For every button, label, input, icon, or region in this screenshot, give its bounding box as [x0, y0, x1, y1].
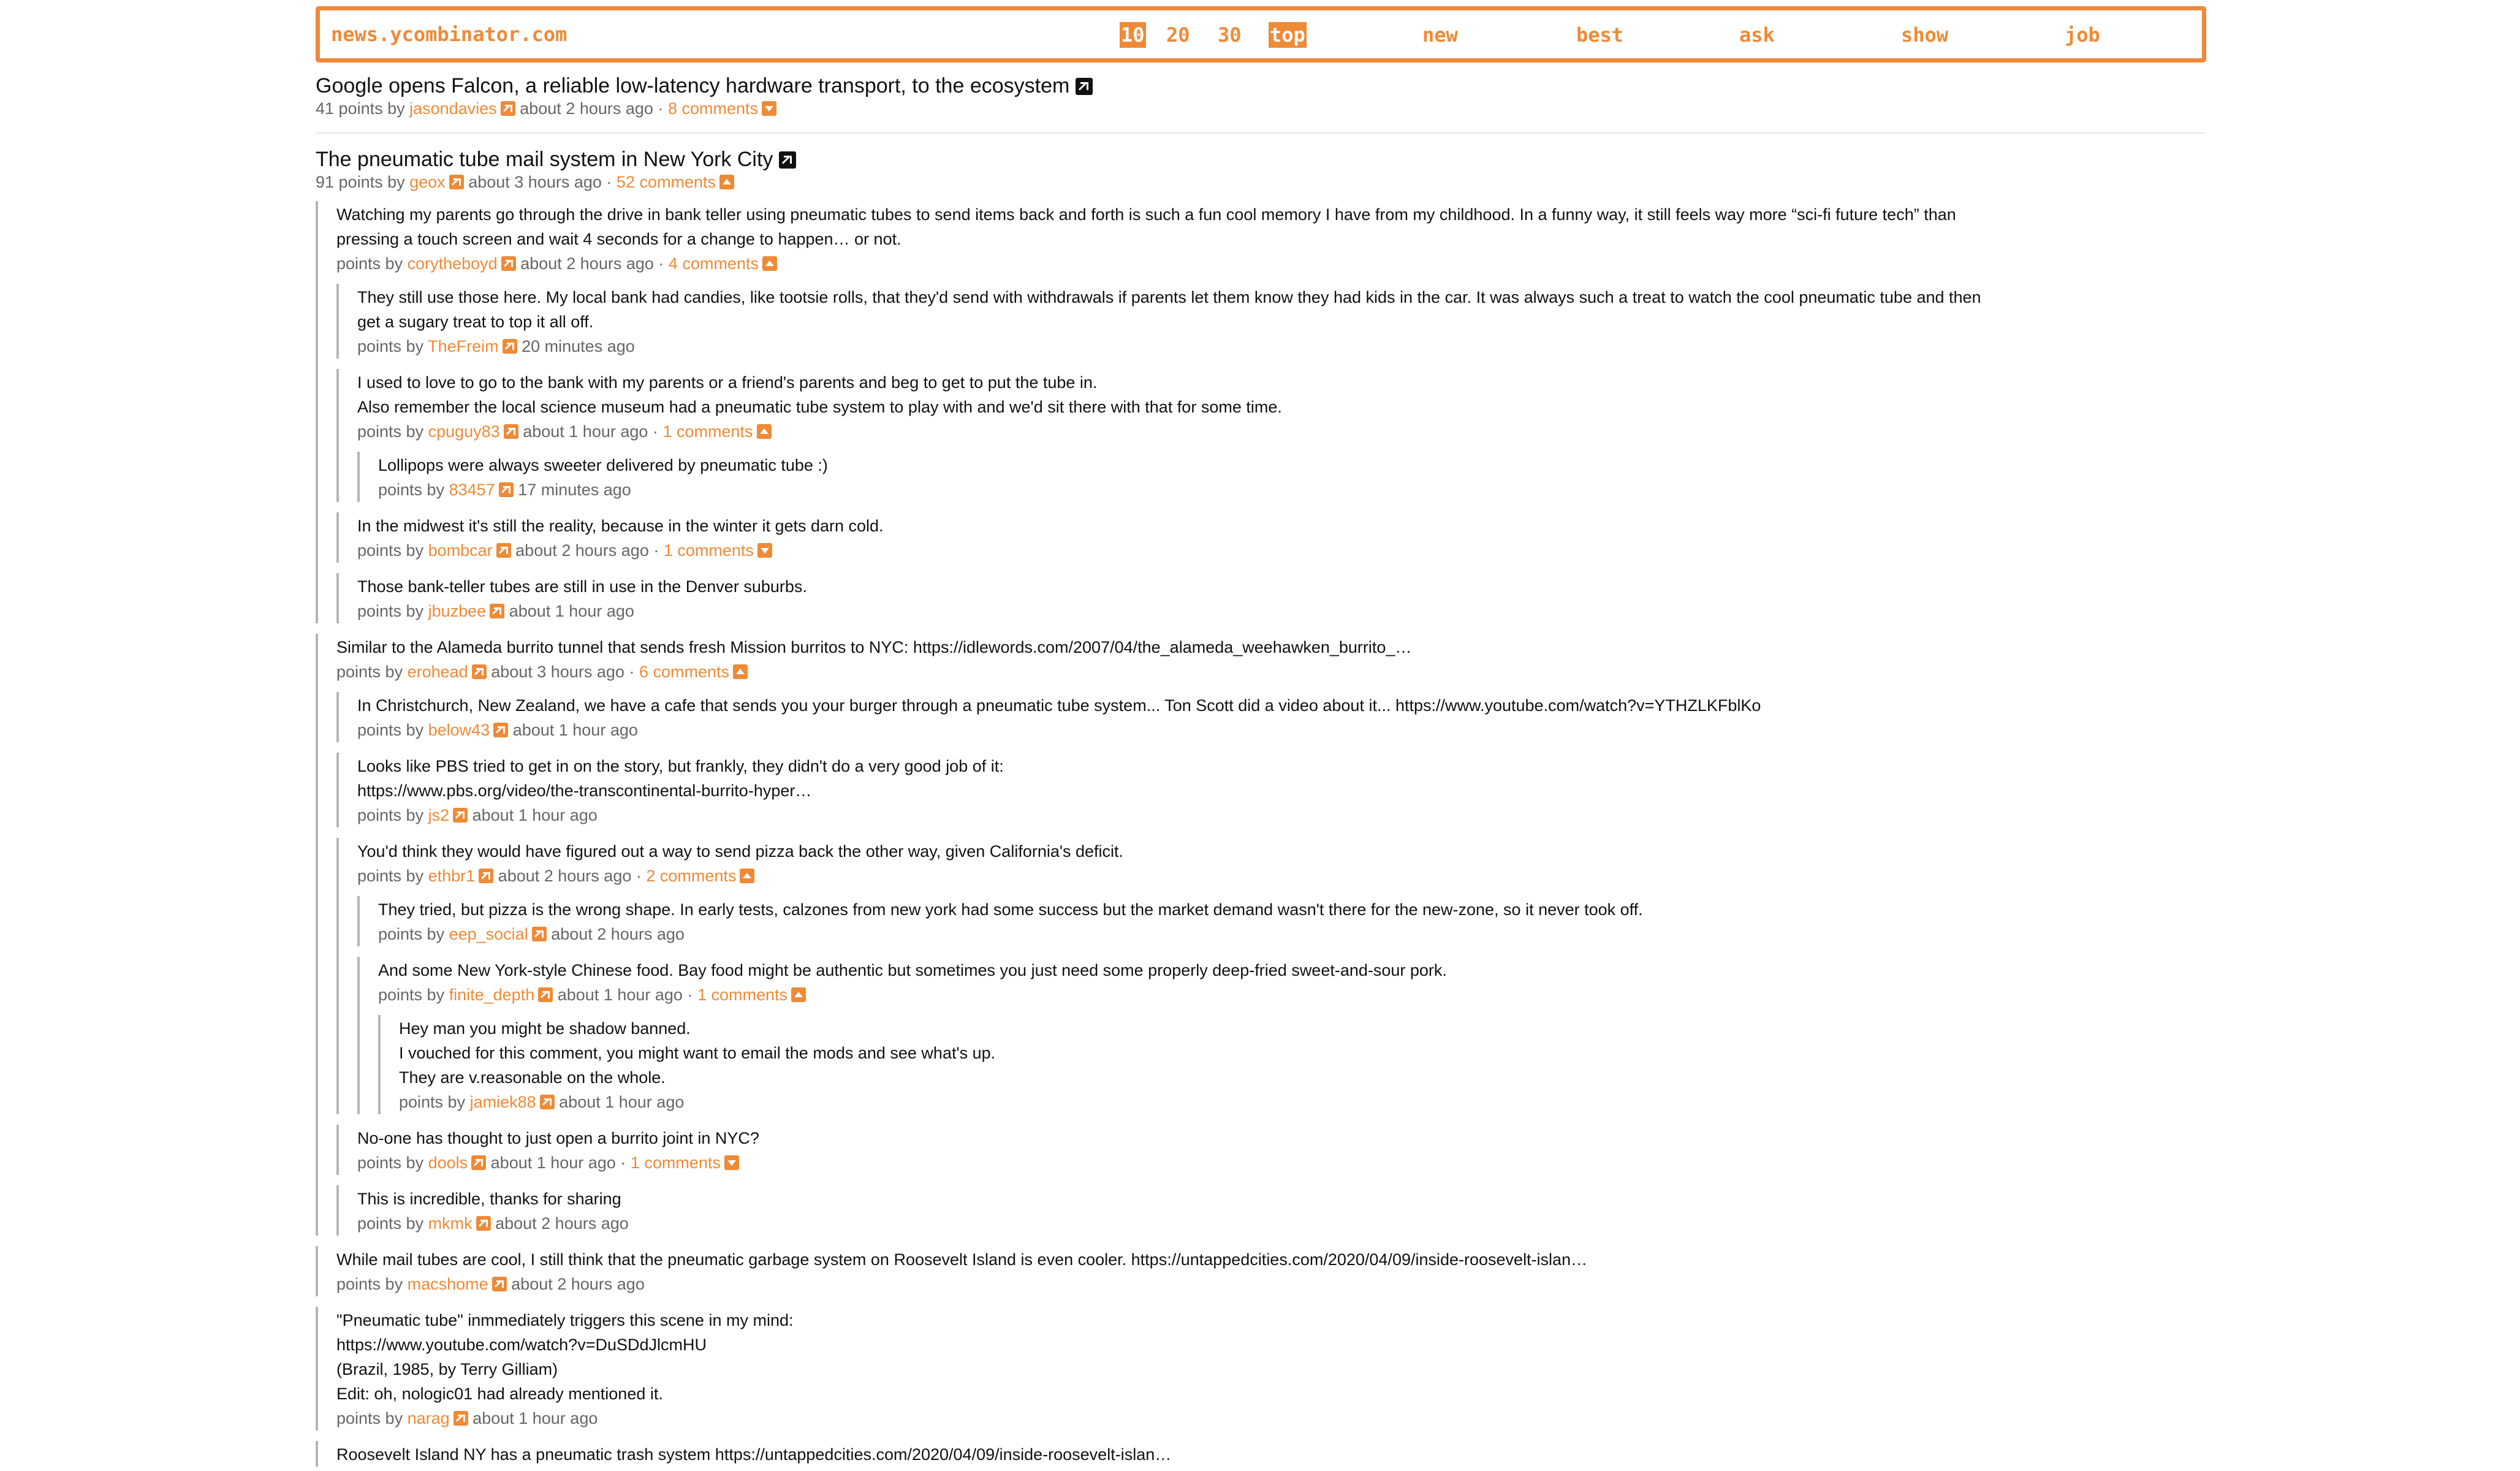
points-label: points by [378, 925, 445, 943]
comment-time: about 1 hour ago [490, 1154, 616, 1172]
comment-text: In the midwest it's still the reality, because in the winter it gets darn cold. [357, 517, 884, 535]
page [316, 6, 2206, 1467]
comment [336, 512, 2206, 563]
comment-text: Lollipops were always sweeter delivered by pneumatic tube :) [378, 456, 828, 474]
collapse-replies-icon[interactable] [762, 256, 777, 271]
user-link-icon[interactable] [453, 808, 468, 823]
comment-text: Looks like PBS tried to get in on the story, but frankly, they didn't do a very good job of it: https://www.pbs.org/video/the-transcontinental-burrito-hyper… [357, 757, 1004, 800]
comment-time: about 1 hour ago [509, 602, 634, 620]
story-user[interactable]: geox [409, 173, 446, 191]
comment-time: about 1 hour ago [557, 986, 683, 1004]
replies-link[interactable]: 2 comments [646, 867, 737, 885]
comment-user[interactable]: mkmk [428, 1214, 473, 1233]
comment-text: You'd think they would have figured out a way to send pizza back the other way, given California's deficit. [357, 842, 1124, 861]
points-label: points by [357, 422, 424, 441]
comment-body [336, 1441, 2206, 1467]
comment [357, 957, 2206, 1114]
comment-meta [357, 718, 2206, 742]
comment [336, 1125, 2206, 1175]
nav-best[interactable]: best [1576, 23, 1624, 47]
points-label: points by [357, 867, 424, 885]
comment-body [336, 1246, 2206, 1296]
points-label: points by [357, 337, 424, 355]
comment-body [357, 369, 2206, 444]
comment-meta [357, 1150, 2206, 1175]
nav-job[interactable]: job [2065, 23, 2100, 47]
comment-text: Hey man you might be shadow banned. I vouched for this comment, you might want to email the mods and see what's up. They are v.reasonable on the whole. [399, 1019, 996, 1087]
comment-meta [378, 922, 2206, 946]
user-link-icon[interactable] [503, 339, 517, 354]
user-link-icon[interactable] [449, 175, 464, 189]
comment-meta [336, 1406, 2206, 1431]
comment-user[interactable]: eep_social [449, 925, 528, 943]
replies-link[interactable]: 4 comments [668, 254, 759, 273]
user-link-icon[interactable] [492, 1277, 507, 1291]
comment [336, 838, 2206, 1114]
comment-body [357, 1125, 2206, 1175]
comment [336, 753, 2206, 827]
story-time: about 2 hours ago [520, 99, 653, 118]
comments-link[interactable]: 8 comments [667, 99, 759, 118]
points-label: 91 points by [316, 173, 405, 191]
comment [336, 369, 2206, 502]
replies-link[interactable]: 6 comments [639, 663, 729, 681]
points-label: points by [357, 721, 424, 739]
comment-meta [357, 803, 2206, 827]
comment-text: No-one has thought to just open a burrito joint in NYC? [357, 1129, 759, 1147]
comment-time: about 1 hour ago [512, 721, 638, 739]
user-link-icon[interactable] [479, 869, 493, 883]
collapse-replies-icon[interactable] [740, 869, 754, 883]
points-label: points by [357, 806, 424, 824]
comment-user[interactable]: below43 [428, 721, 490, 739]
story-item [316, 147, 2206, 1467]
comment-user[interactable]: jbuzbee [428, 602, 487, 620]
collapse-replies-icon[interactable] [757, 424, 772, 439]
comment-time: about 2 hours ago [498, 867, 632, 885]
comment-text: I used to love to go to the bank with my parents or a friend's parents and beg to get to put the tube in. Also remember the local science museum had a pneumatic tube system to play with and we'd sit there with that for some time. [357, 373, 1282, 416]
comment-time: about 1 hour ago [559, 1093, 685, 1111]
points-label: points by [378, 481, 445, 499]
comment-user[interactable]: TheFreim [428, 337, 499, 355]
comment [316, 1307, 2206, 1431]
comment-text: "Pneumatic tube" inmmediately triggers this scene in my mind: https://www.youtube.com/watch?v=DuSDdJlcmHU (Brazil, 1985, by Terry Gilliam) Edit: oh, nologic01 had already mentioned it. [336, 1311, 794, 1403]
meta-separator: · [653, 541, 659, 560]
nav-new[interactable]: new [1422, 23, 1458, 47]
comment-user[interactable]: ethbr1 [428, 867, 476, 885]
comment-text: Watching my parents go through the drive in bank teller using pneumatic tubes to send items back and forth is such a fun cool memory I have from my childhood. In a funny way, it still feels way more “sci-fi future tech” than pressing a touch screen and wait 4 seconds for a change to happen… or not. [336, 205, 1956, 248]
replies-link[interactable]: 1 comments [662, 422, 753, 441]
user-link-icon[interactable] [472, 664, 487, 679]
comment-time: 17 minutes ago [518, 481, 631, 499]
user-link-icon[interactable] [504, 424, 518, 439]
comment-user[interactable]: bombcar [428, 541, 493, 560]
comment-meta [399, 1090, 2206, 1114]
comment-user[interactable]: cpuguy83 [428, 422, 500, 441]
comment-user[interactable]: js2 [428, 806, 450, 824]
meta-separator: · [620, 1154, 626, 1172]
points-label: points by [336, 254, 403, 273]
comment-text: In Christchurch, New Zealand, we have a cafe that sends you your burger through a pneumatic tube system... Ton Scott did a video about it... https://www.youtube.com/watch?v=YTHZLKFblKo [357, 696, 1761, 715]
nav-show[interactable]: show [1901, 23, 1949, 47]
comment-user[interactable]: erohead [407, 663, 468, 681]
comment-text: They still use those here. My local bank had candies, like tootsie rolls, that they'd send with withdrawals if parents let them know they had kids in the car. It was always such a treat to watch the cool pneumatic tube and then get a sugary treat to top it all off. [357, 288, 1981, 331]
comment-time: about 2 hours ago [551, 925, 685, 943]
story-item [316, 74, 2206, 119]
comment-meta [357, 419, 2206, 444]
points-label: points by [336, 663, 403, 681]
meta-separator: · [636, 867, 642, 885]
comment-replies [357, 896, 2206, 1114]
comment-meta [357, 1211, 2206, 1236]
points-label: points by [357, 1154, 424, 1172]
meta-separator: · [629, 663, 635, 681]
comment [316, 1246, 2206, 1296]
nav-20[interactable]: 20 [1166, 23, 1190, 47]
user-link-icon[interactable] [501, 256, 516, 271]
comment-replies [336, 692, 2206, 1236]
story-meta [316, 172, 2206, 192]
meta-separator: · [652, 422, 658, 441]
story-title[interactable]: Google opens Falcon, a reliable low-latency hardware transport, to the ecosystem [316, 74, 1070, 97]
comment-text: This is incredible, thanks for sharing [357, 1190, 621, 1208]
collapse-replies-icon[interactable] [791, 987, 806, 1002]
comment-body [357, 284, 2206, 359]
comment-user[interactable]: jamiek88 [469, 1093, 536, 1111]
comment-body [336, 201, 2206, 276]
collapse-replies-icon[interactable] [733, 664, 748, 679]
comment-meta [378, 983, 2206, 1007]
comment-replies [357, 452, 2206, 502]
comment-meta [336, 1272, 2206, 1296]
comment-time: 20 minutes ago [522, 337, 635, 355]
meta-separator: · [606, 173, 612, 191]
expand-replies-icon[interactable] [724, 1155, 739, 1170]
comment [357, 896, 2206, 946]
header-bar [316, 6, 2206, 63]
user-link-icon[interactable] [490, 604, 504, 618]
story-user[interactable]: jasondavies [409, 99, 497, 118]
comment-text: And some New York-style Chinese food. Bay food might be authentic but sometimes you just need some properly deep-fried sweet-and-sour pork. [378, 961, 1447, 979]
comment [316, 634, 2206, 1236]
comment-time: about 2 hours ago [495, 1214, 629, 1233]
comment-text: Similar to the Alameda burrito tunnel that sends fresh Mission burritos to NYC: https://idlewords.com/2007/04/the_alameda_weehawken_burrito_… [336, 638, 1412, 656]
points-label: 41 points by [316, 99, 405, 118]
comment-text: They tried, but pizza is the wrong shape. In early tests, calzones from new york had some success but the market demand wasn't there for the new-zone, so it never took off. [378, 900, 1643, 919]
comment-meta [357, 538, 2206, 563]
comment-body [378, 896, 2206, 946]
story-title-row [316, 147, 2206, 172]
comment-user[interactable]: macshome [407, 1275, 488, 1293]
comment-time: about 1 hour ago [472, 806, 598, 824]
user-link-icon[interactable] [476, 1216, 491, 1231]
points-label: points by [336, 1409, 403, 1427]
comment-time: about 2 hours ago [515, 541, 649, 560]
comment-body [357, 1185, 2206, 1236]
points-label: points by [399, 1093, 466, 1111]
comments-link[interactable]: 52 comments [616, 173, 716, 191]
comment [336, 573, 2206, 623]
points-label: points by [357, 1214, 424, 1233]
replies-link[interactable]: 1 comments [630, 1154, 721, 1172]
comment-user[interactable]: dools [428, 1154, 468, 1172]
points-label: points by [378, 986, 445, 1004]
story-title-row [316, 74, 2206, 98]
story-divider [316, 132, 2206, 134]
comment-meta [336, 251, 2206, 276]
meta-separator: · [687, 986, 693, 1004]
user-link-icon[interactable] [496, 543, 511, 558]
comment-body [336, 634, 2206, 684]
user-link-icon[interactable] [501, 101, 515, 116]
points-label: points by [357, 602, 424, 620]
replies-link[interactable]: 1 comments [697, 986, 788, 1004]
comment-body [399, 1015, 2206, 1114]
user-link-icon[interactable] [471, 1155, 486, 1170]
comment-meta [357, 334, 2206, 359]
comment-body [357, 753, 2206, 827]
user-link-icon[interactable] [532, 927, 547, 941]
comment-time: about 2 hours ago [511, 1275, 645, 1293]
comment [336, 692, 2206, 742]
comment [378, 1015, 2206, 1114]
site-name[interactable]: news.ycombinator.com [331, 23, 567, 46]
comment [336, 284, 2206, 359]
user-link-icon[interactable] [499, 482, 514, 497]
comment-user[interactable]: finite_depth [449, 986, 535, 1004]
comment-time: about 1 hour ago [473, 1409, 598, 1427]
user-link-icon[interactable] [493, 723, 508, 737]
collapse-comments-icon[interactable] [719, 175, 734, 189]
story-meta [316, 98, 2206, 119]
nav-ask[interactable]: ask [1739, 23, 1775, 47]
comment-replies [378, 1015, 2206, 1114]
comment [316, 201, 2206, 623]
comment [316, 1441, 2206, 1467]
expand-comments-icon[interactable] [762, 101, 776, 116]
comment-body [378, 957, 2206, 1007]
comment-body [336, 1307, 2206, 1431]
comment-thread [316, 201, 2206, 1467]
comment [336, 1185, 2206, 1236]
story-time: about 3 hours ago [468, 173, 602, 191]
external-link-icon[interactable] [779, 151, 796, 169]
expand-replies-icon[interactable] [757, 543, 772, 558]
comment-meta [336, 659, 2206, 684]
user-link-icon[interactable] [538, 987, 553, 1002]
meta-separator: · [658, 254, 664, 273]
nav-10[interactable]: 10 [1121, 23, 1145, 47]
comment-body [378, 452, 2206, 502]
comment-meta [378, 477, 2206, 502]
comment-replies [336, 284, 2206, 623]
comment-text: Roosevelt Island NY has a pneumatic trash system https://untappedcities.com/2020/04/09/inside-roosevelt-islan… [336, 1445, 1172, 1464]
comment-meta [357, 599, 2206, 623]
comment-user[interactable]: 83457 [449, 481, 495, 499]
comment-text: Those bank-teller tubes are still in use in the Denver suburbs. [357, 577, 807, 596]
external-link-icon[interactable] [1076, 78, 1093, 95]
comment-body [357, 838, 2206, 888]
user-link-icon[interactable] [540, 1095, 555, 1109]
comment-time: about 3 hours ago [491, 663, 624, 681]
replies-link[interactable]: 1 comments [663, 541, 754, 560]
comment-time: about 2 hours ago [520, 254, 654, 273]
meta-separator: · [658, 99, 664, 118]
points-label: points by [357, 541, 424, 560]
comment-time: about 1 hour ago [523, 422, 648, 441]
user-link-icon[interactable] [454, 1411, 468, 1426]
nav-30[interactable]: 30 [1218, 23, 1242, 47]
comment-body [357, 512, 2206, 563]
comment-body [357, 692, 2206, 742]
comment-user[interactable]: narag [407, 1409, 450, 1427]
story-title[interactable]: The pneumatic tube mail system in New York City [316, 148, 773, 171]
comment-meta [357, 864, 2206, 888]
comment-user[interactable]: corytheboyd [407, 254, 498, 273]
points-label: points by [336, 1275, 403, 1293]
comment [357, 452, 2206, 502]
comment-text: While mail tubes are cool, I still think that the pneumatic garbage system on Roosevelt Island is even cooler. https://untappedcities.com/2020/04/09/inside-roosevelt-islan… [336, 1250, 1588, 1269]
comment-body [357, 573, 2206, 623]
nav-top[interactable]: top [1270, 23, 1305, 47]
